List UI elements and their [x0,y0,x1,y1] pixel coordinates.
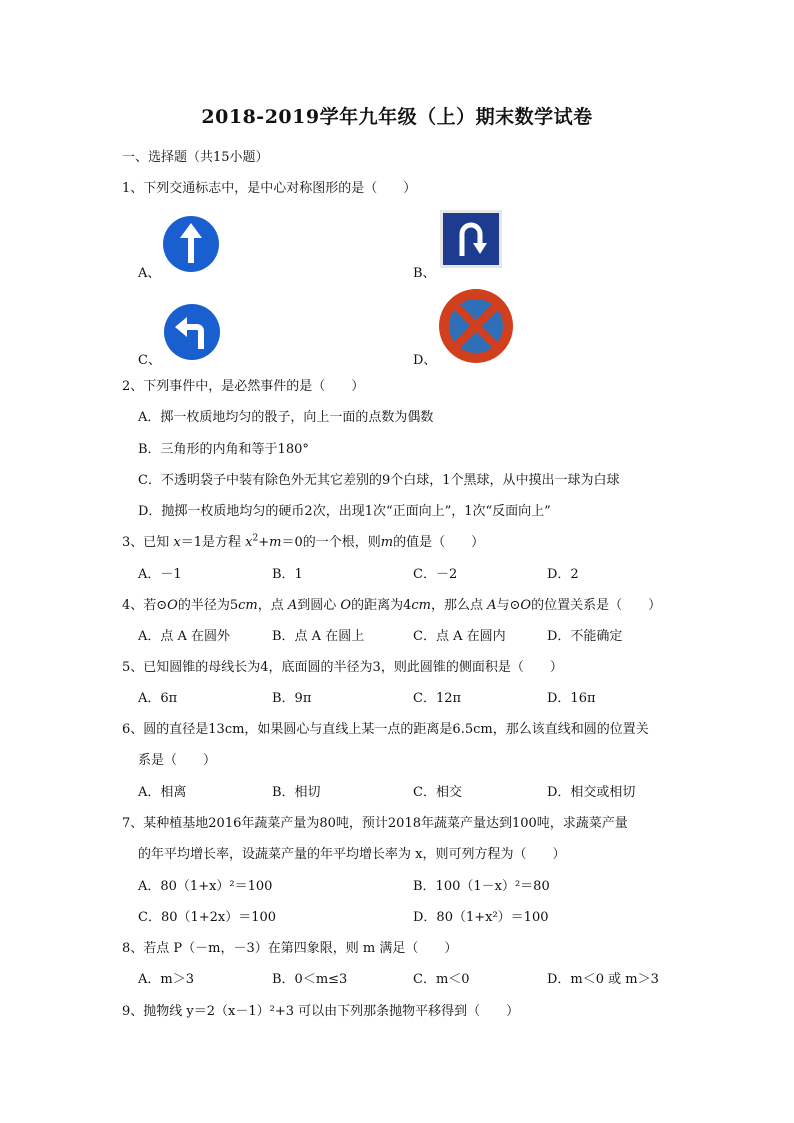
q2-option-d: D．抛掷一枚质地均匀的硬币2次，出现1次“正面向上”，1次“反面向上” [138,504,551,519]
q8-option-b: B．0＜m≤3 [272,972,348,987]
q3-option-d: D．2 [547,567,579,582]
up-arrow-sign-icon [162,215,220,273]
q5-option-a: A．6π [138,691,178,706]
q1-option-c-label: C、 [138,353,161,368]
question-1-stem: 1、下列交通标志中，是中心对称图形的是（ ） [122,181,417,196]
q3-option-b: B．1 [272,567,303,582]
q7-option-a: A．80（1+x）²＝100 [138,879,273,894]
question-7-stem-line-2: 的年平均增长率，设蔬菜产量的年平均增长率为 x，则可列方程为（ ） [138,847,566,862]
q6-option-d: D．相交或相切 [547,785,636,800]
q5-option-c: C．12π [413,691,462,706]
question-7-stem-line-1: 7、某种植基地2016年蔬菜产量为80吨，预计2018年蔬菜产量达到100吨，求蔬菜产量 [122,816,628,831]
q2-option-a: A．掷一枚质地均匀的骰子，向上一面的点数为偶数 [138,410,434,425]
q3-option-c: C．－2 [413,567,458,582]
q5-option-b: B．9π [272,691,312,706]
q8-option-a: A．m＞3 [138,972,194,987]
question-8-stem: 8、若点 P（－m，－3）在第四象限，则 m 满足（ ） [122,941,458,956]
q6-option-c: C．相交 [413,785,462,800]
q4-option-d: D．不能确定 [547,629,623,644]
q7-option-b: B．100（1－x）²＝80 [413,879,550,894]
section-heading: 一、选择题（共15小题） [122,150,269,165]
q4-option-b: B．点 A 在圆上 [272,629,365,644]
question-9-stem: 9、抛物线 y＝2（x－1）²+3 可以由下列那条抛物平移得到（ ） [122,1004,520,1019]
question-6-stem-line-2: 系是（ ） [138,753,217,768]
q3-option-a: A．－1 [138,567,182,582]
q4-option-a: A．点 A 在圆外 [138,629,231,644]
q4-option-c: C．点 A 在圆内 [413,629,506,644]
q5-option-d: D．16π [547,691,596,706]
question-2-stem: 2、下列事件中，是必然事件的是（ ） [122,379,365,394]
question-3-stem: 3、已知 x＝1是方程 $x^2+m=0$的一个根，则m的值是（ ） [122,533,485,550]
q1-option-b-label: B、 [413,266,436,281]
left-turn-sign-icon [163,303,221,361]
q6-option-a: A．相离 [138,785,187,800]
page-title: 2018-2019学年九年级（上）期末数学试卷 [201,106,593,128]
q1-option-d-label: D、 [413,353,437,368]
no-stopping-sign-icon [438,288,514,364]
q6-option-b: B．相切 [272,785,321,800]
q7-option-c: C．80（1+2x）＝100 [138,910,277,925]
q2-option-b: B．三角形的内角和等于180° [138,442,309,457]
q1-option-a-label: A、 [138,266,161,281]
question-5-stem: 5、已知圆锥的母线长为4，底面圆的半径为3，则此圆锥的侧面积是（ ） [122,660,563,675]
question-4-stem: 4、若⊙O的半径为5cm，点 A到圆心 O的距离为4cm，那么点 A与⊙O的位置关系是（ ） [122,598,662,613]
u-turn-sign-icon [440,210,502,268]
q8-option-d: D．m＜0 或 m＞3 [547,972,659,987]
question-6-stem-line-1: 6、圆的直径是13cm，如果圆心与直线上某一点的距离是6.5cm，那么该直线和圆的位置关 [122,722,649,737]
q8-option-c: C．m＜0 [413,972,470,987]
q2-option-c: C．不透明袋子中装有除色外无其它差别的9个白球，1个黑球，从中摸出一球为白球 [138,473,620,488]
q7-option-d: D．80（1+x²）＝100 [413,910,549,925]
